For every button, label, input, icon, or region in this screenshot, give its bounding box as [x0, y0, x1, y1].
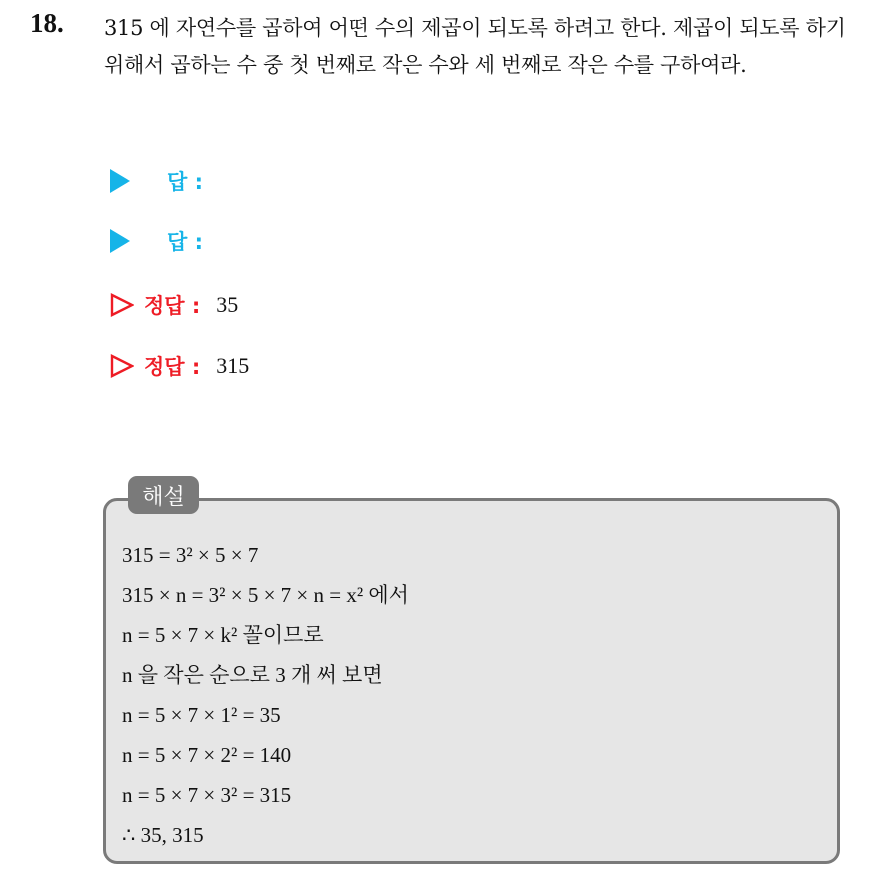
explanation-line: 315 = 3² × 5 × 7	[122, 543, 259, 567]
outline-triangle-icon	[110, 293, 134, 317]
explanation-line: n = 5 × 7 × k² 꼴이므로	[122, 623, 324, 647]
question-text: 315 에 자연수를 곱하여 어떤 수의 제곱이 되도록 하려고 한다. 제곱이 되도록 하기 위해서 곱하는 수 중 첫 번째로 작은 수와 세 번째로 작은 수를 구하여라.	[104, 16, 846, 77]
explanation-body	[122, 535, 409, 855]
outline-triangle-icon	[110, 354, 134, 378]
answer-label: 답 :	[167, 230, 203, 254]
explanation-line: ∴ 35, 315	[122, 823, 204, 847]
correct-answer-label: 정답 :	[144, 294, 201, 318]
explanation-line: n = 5 × 7 × 3² = 315	[122, 783, 292, 807]
answer-label: 답 :	[167, 170, 203, 194]
correct-answer-row-1	[110, 290, 238, 320]
explanation-line: n = 5 × 7 × 1² = 35	[122, 703, 281, 727]
explanation-line: n = 5 × 7 × 2² = 140	[122, 743, 292, 767]
filled-triangle-icon	[110, 229, 130, 253]
explanation-line: n 을 작은 순으로 3 개 써 보면	[122, 663, 383, 687]
explanation-tag: 해설	[128, 476, 199, 514]
correct-answer-label: 정답 :	[144, 355, 201, 379]
answer-row-1	[110, 166, 203, 196]
answer-row-2	[110, 226, 203, 256]
filled-triangle-icon	[110, 169, 130, 193]
correct-answer-row-2	[110, 351, 249, 381]
correct-answer-value: 35	[216, 292, 239, 317]
question-number: 18.	[30, 8, 64, 38]
explanation-line: 315 × n = 3² × 5 × 7 × n = x² 에서	[122, 583, 409, 607]
correct-answer-value: 315	[216, 353, 250, 378]
